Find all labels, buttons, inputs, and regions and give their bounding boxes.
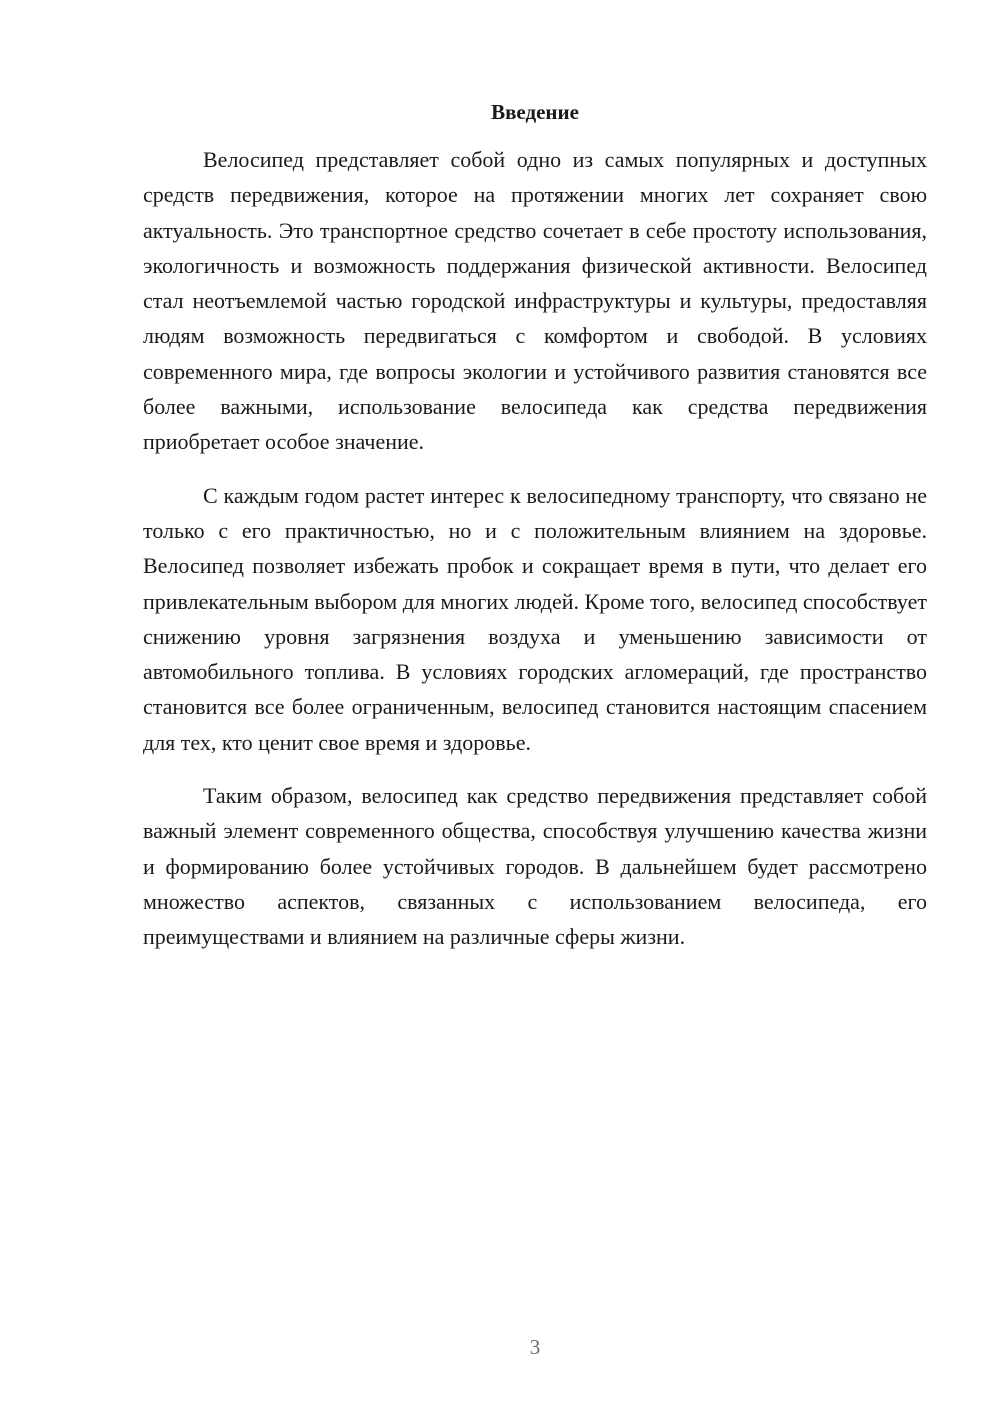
paragraph-3: Таким образом, велосипед как средство передвижения представляет собой важный элемент современного общества, способствуя улучшению качества жизни и формированию более устойчивых городов. В дальнейшем будет рассмотрено множество аспектов, связанных с использованием велосипеда, его преимуществами и влиянием на различные сферы жизни. bbox=[143, 783, 927, 950]
paragraph-1: Велосипед представляет собой одно из самых популярных и доступных средств передвижения, которое на протяжении многих лет сохраняет свою актуальность. Это транспортное средство сочетает в себе простоту использования, экологичность и возможность поддержания физической активности. Велосипед стал неотъемлемой частью городской инфраструктуры и культуры, предоставляя людям возможность передвигаться с комфортом и свободой. В условиях современного мира, где вопросы экологии и устойчивого развития становятся все более важными, использование велосипеда как средства передвижения приобретает особое значение. bbox=[143, 147, 927, 455]
section-heading: Введение bbox=[491, 100, 579, 124]
body-text bbox=[143, 142, 927, 973]
page-number: 3 bbox=[529, 1335, 541, 1359]
paragraph-2: С каждым годом растет интерес к велосипедному транспорту, что связано не только с его практичностью, но и с положительным влиянием на здоровье. Велосипед позволяет избежать пробок и сокращает время в пути, что делает его привлекательным выбором для многих людей. Кроме того, велосипед способствует снижению уровня загрязнения воздуха и уменьшению зависимости от автомобильного топлива. В условиях городских агломераций, где пространство становится все более ограниченным, велосипед становится настоящим спасением для тех, кто ценит свое время и здоровье. bbox=[143, 482, 927, 755]
